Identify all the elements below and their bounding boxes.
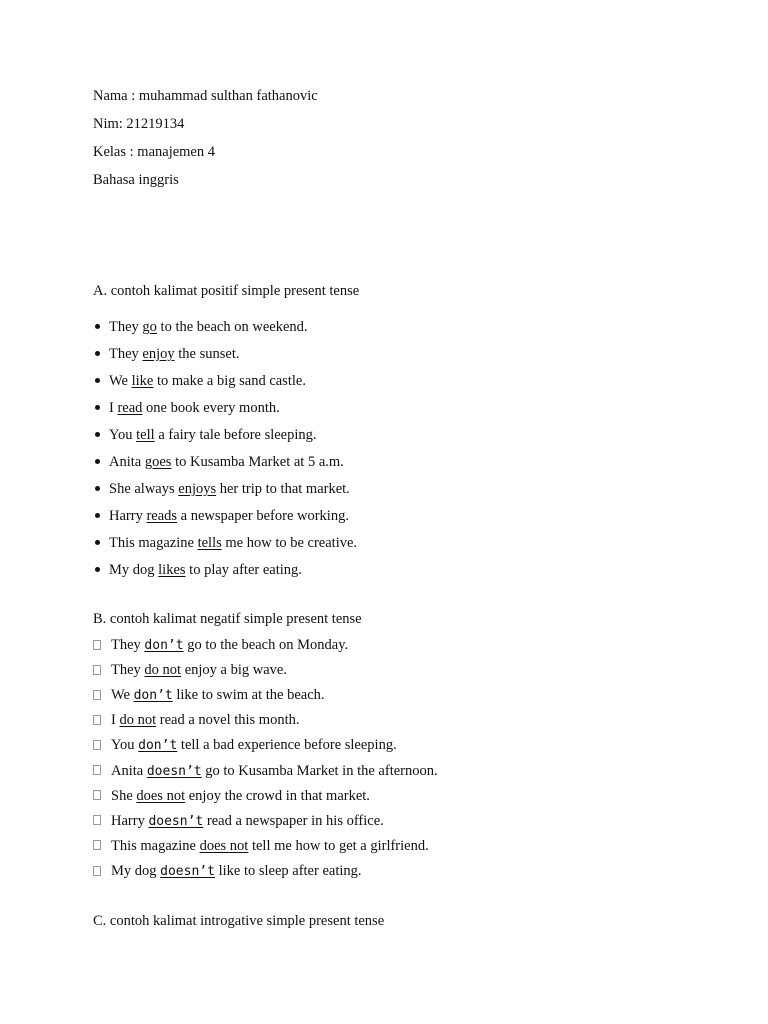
- sentence-verb: reads: [146, 508, 178, 524]
- sentence-verb: like: [131, 373, 154, 389]
- section-a-title: A. contoh kalimat positif simple present tense: [93, 283, 360, 299]
- sentence-subject: They: [111, 662, 145, 679]
- bullet-icon: [95, 378, 100, 383]
- checkbox-bullet-icon: [93, 840, 101, 850]
- sentence-subject: They: [109, 319, 143, 335]
- list-item: [93, 736, 397, 755]
- sentence-rest: tell a bad experience before sleeping.: [177, 737, 397, 754]
- sentence-rest: me how to be creative.: [221, 535, 358, 551]
- list-item: [93, 711, 299, 729]
- list-item: [93, 661, 287, 679]
- sentence-rest: enjoy a big wave.: [181, 662, 287, 679]
- sentence-verb: read: [117, 400, 143, 416]
- sentence-verb: go: [142, 319, 157, 335]
- sentence-subject: I: [111, 712, 120, 729]
- sentence-subject: This magazine: [111, 837, 200, 854]
- bullet-icon: [95, 351, 100, 356]
- list-item: [93, 862, 362, 881]
- sentence-subject: You: [109, 427, 137, 443]
- checkbox-bullet-icon: [93, 715, 101, 725]
- list-item: [93, 837, 429, 855]
- bullet-icon: [95, 324, 100, 329]
- list-item: [93, 480, 350, 498]
- sentence-verb: doesn’t: [148, 813, 204, 829]
- sentence-verb: enjoy: [142, 346, 175, 362]
- sentence-rest: enjoy the crowd in that market.: [185, 787, 370, 804]
- sentence-rest: a fairy tale before sleeping.: [154, 427, 317, 443]
- bullet-icon: [95, 486, 100, 491]
- list-item: [93, 372, 306, 390]
- sentence-rest: one book every month.: [142, 400, 280, 416]
- name-line: Nama : muhammad sulthan fathanovic: [93, 88, 318, 104]
- sentence-subject: We: [111, 687, 134, 704]
- sentence-verb: goes: [144, 454, 172, 470]
- checkbox-bullet-icon: [93, 640, 101, 650]
- sentence-rest: to play after eating.: [185, 562, 302, 578]
- list-item: [93, 686, 325, 705]
- checkbox-bullet-icon: [93, 815, 101, 825]
- sentence-rest: read a novel this month.: [156, 712, 300, 729]
- sentence-rest: read a newspaper in his office.: [203, 812, 384, 829]
- sentence-subject: Anita: [111, 762, 147, 779]
- sentence-verb: doesn’t: [160, 863, 215, 879]
- sentence-verb: enjoys: [178, 481, 217, 497]
- section-b-title: B. contoh kalimat negatif simple present tense: [93, 611, 362, 627]
- checkbox-bullet-icon: [93, 765, 101, 775]
- sentence-rest: to the beach on weekend.: [156, 319, 308, 335]
- sentence-rest: to Kusamba Market at 5 a.m.: [171, 454, 344, 470]
- sentence-subject: They: [109, 346, 143, 362]
- list-item: [93, 534, 357, 552]
- bullet-icon: [95, 513, 100, 518]
- list-item: [93, 318, 308, 336]
- sentence-subject: This magazine: [109, 535, 198, 551]
- list-item: [93, 787, 370, 805]
- checkbox-bullet-icon: [93, 665, 101, 675]
- sentence-subject: Anita: [109, 454, 145, 470]
- sentence-subject: They: [111, 637, 145, 653]
- sentence-verb: tells: [197, 535, 222, 551]
- sentence-verb: tell: [136, 427, 155, 443]
- sentence-verb: don’t: [144, 638, 184, 653]
- sentence-subject: My dog: [109, 562, 159, 578]
- list-item: [93, 453, 344, 471]
- bullet-icon: [95, 459, 100, 464]
- bullet-icon: [95, 432, 100, 437]
- list-item: [93, 561, 302, 579]
- list-item: [93, 345, 239, 363]
- sentence-rest: to make a big sand castle.: [153, 373, 306, 389]
- sentence-rest: a newspaper before working.: [177, 508, 349, 524]
- sentence-verb: don’t: [133, 688, 173, 704]
- sentence-subject: She always: [109, 481, 179, 497]
- checkbox-bullet-icon: [93, 690, 101, 700]
- sentence-subject: She: [111, 787, 137, 804]
- sentence-rest: the sunset.: [174, 346, 240, 362]
- bullet-icon: [95, 540, 100, 545]
- sentence-subject: Harry: [111, 812, 149, 829]
- list-item: [93, 426, 317, 444]
- checkbox-bullet-icon: [93, 740, 101, 750]
- sentence-subject: We: [109, 373, 132, 389]
- checkbox-bullet-icon: [93, 866, 101, 876]
- sentence-verb: do not: [144, 662, 182, 679]
- class-line: Kelas : manajemen 4: [93, 144, 215, 160]
- nim-line: Nim: 21219134: [93, 116, 185, 132]
- sentence-verb: do not: [119, 712, 157, 729]
- list-item: [93, 507, 349, 525]
- sentence-rest: tell me how to get a girlfriend.: [248, 837, 429, 854]
- sentence-rest: her trip to that market.: [216, 481, 350, 497]
- list-item: [93, 636, 348, 655]
- sentence-subject: I: [109, 400, 118, 416]
- sentence-subject: Harry: [109, 508, 147, 524]
- section-c-title: C. contoh kalimat introgative simple present tense: [93, 913, 385, 929]
- sentence-subject: You: [111, 737, 139, 754]
- checkbox-bullet-icon: [93, 790, 101, 800]
- bullet-icon: [95, 567, 100, 572]
- list-item: [93, 812, 384, 831]
- sentence-rest: like to swim at the beach.: [172, 687, 325, 704]
- subject-line: Bahasa inggris: [93, 172, 179, 188]
- bullet-icon: [95, 405, 100, 410]
- sentence-verb: likes: [158, 562, 186, 578]
- sentence-rest: go to Kusamba Market in the afternoon.: [201, 762, 438, 779]
- list-item: [93, 762, 438, 781]
- sentence-verb: don’t: [138, 738, 178, 754]
- sentence-rest: like to sleep after eating.: [214, 862, 362, 879]
- sentence-verb: doesn’t: [146, 763, 202, 779]
- sentence-verb: does not: [199, 837, 249, 854]
- sentence-subject: My dog: [111, 862, 161, 879]
- sentence-rest: go to the beach on Monday.: [183, 637, 349, 653]
- sentence-verb: does not: [136, 787, 186, 804]
- list-item: [93, 399, 280, 417]
